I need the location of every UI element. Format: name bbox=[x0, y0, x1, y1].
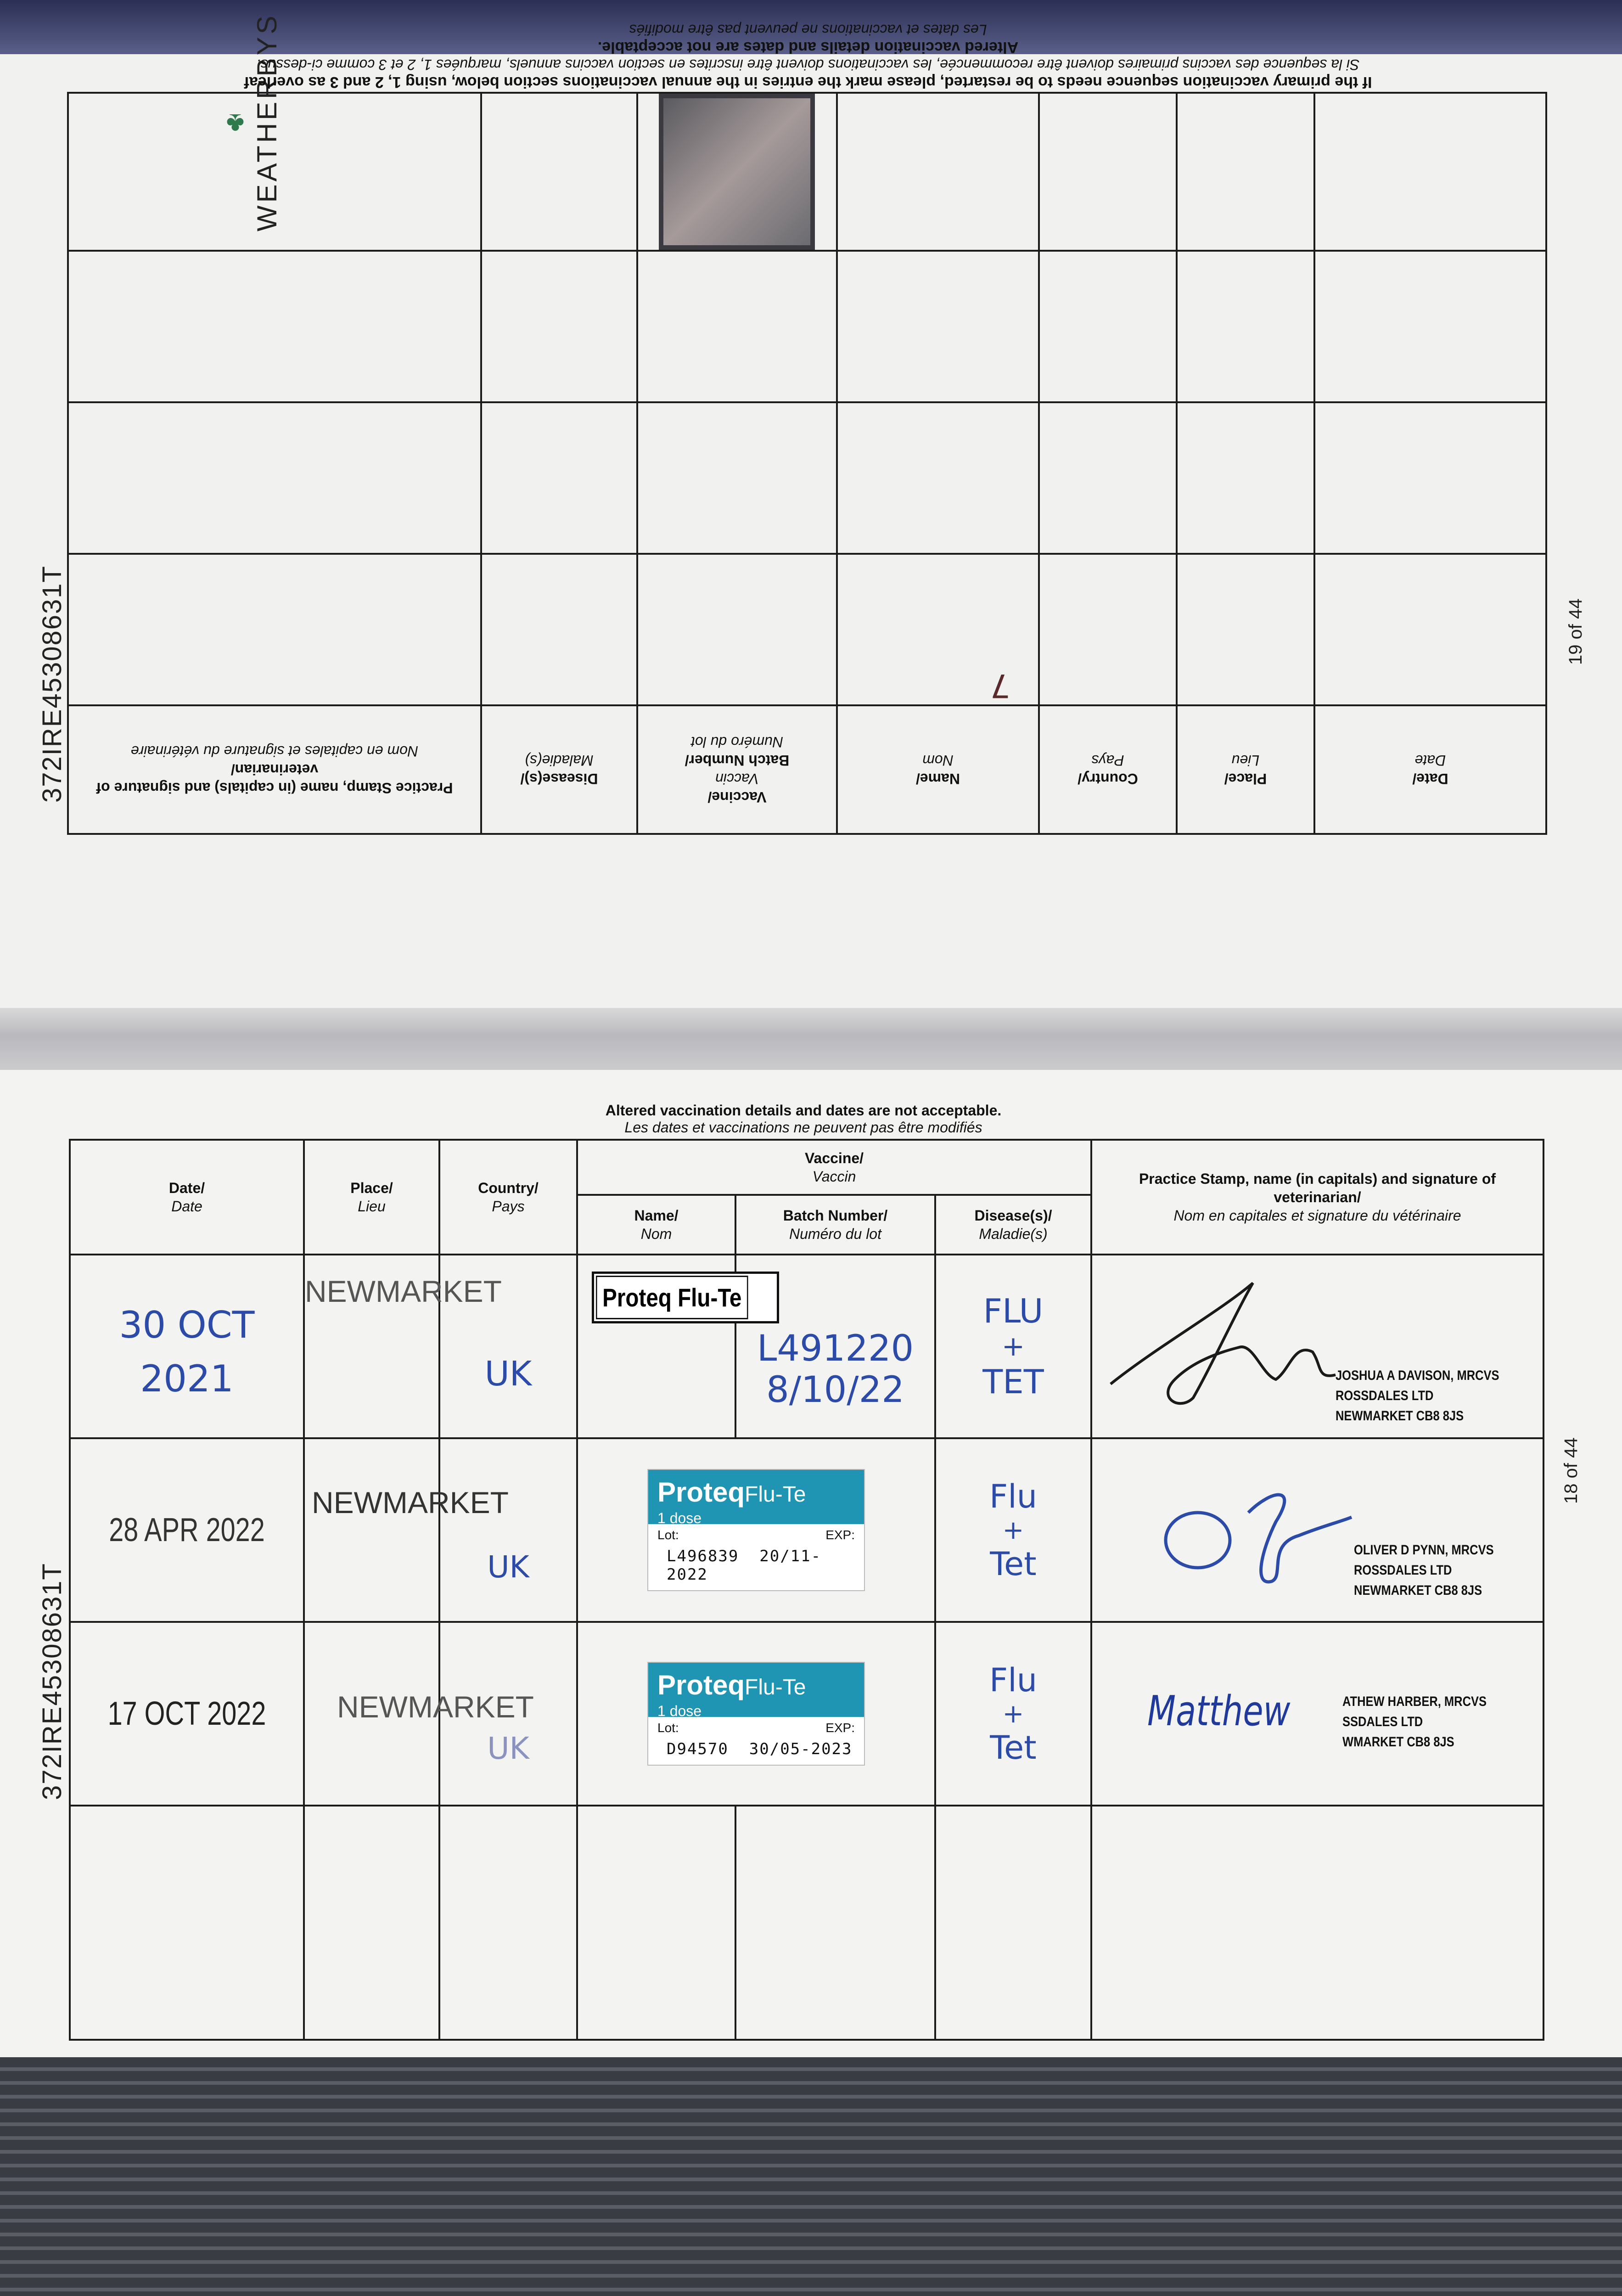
upper-handwritten-mark: 7 bbox=[837, 554, 1039, 705]
vaccination-table bbox=[69, 1139, 1544, 2041]
header-date: Date/ Date bbox=[70, 1140, 304, 1255]
upper-header-date: Date/ Date bbox=[1314, 705, 1546, 834]
page-number-upper: 19 of 44 bbox=[1566, 598, 1586, 665]
scanner-bottom-edge bbox=[0, 2057, 1622, 2296]
header-place: Place/ Lieu bbox=[304, 1140, 439, 1255]
row2-practice: OLIVER D PYNN, MRCVS ROSSDALES LTD NEWMARKET CB8 8JS bbox=[1091, 1438, 1543, 1622]
upper-notice: If the primary vaccination sequence needs to be restarted, please mark the entries in the annual vaccinations section below, using 1, 2 and 3 as overleaf Si la sequence des vaccins primaires doivent être recommencée, les vaccinations doivent être inscrites en section vaccins annuels, marquées 1, 2 et 3 comme ci-dessus. Altered vaccination details and dates are not acceptable. Les dates et vaccinations ne peuvent pas être modifiés bbox=[244, 22, 1372, 91]
row3-signature: Matthew bbox=[1147, 1687, 1291, 1735]
passport-page-19 bbox=[0, 13, 1622, 1019]
row3-date: 17 OCT 2022 bbox=[70, 1622, 304, 1806]
table-row bbox=[70, 1622, 1543, 1806]
row2-disease: Flu + Tet bbox=[935, 1438, 1091, 1622]
weatherbys-crest-icon: ♣ bbox=[220, 105, 251, 139]
row3-vaccine-label: ProteqFlu-Te 1 dose Lot: EXP: D94570 30/05-2023 bbox=[577, 1622, 935, 1806]
upside-down-content bbox=[69, 13, 1547, 835]
header-country: Country/ Pays bbox=[439, 1140, 577, 1255]
row3-country: UK bbox=[439, 1622, 577, 1806]
table-row bbox=[70, 1255, 1543, 1438]
row2-signature bbox=[1147, 1471, 1354, 1600]
row1-signature bbox=[1101, 1274, 1340, 1412]
table-row bbox=[70, 1438, 1543, 1622]
row3-disease: Flu + Tet bbox=[935, 1622, 1091, 1806]
weatherbys-logo: ♣ WEATHERBYS bbox=[68, 93, 481, 251]
row1-batch: L491220 8/10/22 bbox=[735, 1255, 935, 1438]
spine-fold bbox=[0, 1008, 1622, 1077]
row1-place: NEWMARKET bbox=[304, 1255, 439, 1438]
hologram-sticker bbox=[637, 93, 837, 251]
row1-vaccine-name: Proteq Flu-Te bbox=[577, 1255, 735, 1438]
lower-notice: Altered vaccination details and dates are not acceptable. Les dates et vaccinations ne peuvent pas être modifiés bbox=[605, 1102, 1002, 1136]
upper-header-practice: Practice Stamp, name (in capitals) and signature of veterinarian/ Nom en capitales et signature du vétérinaire bbox=[68, 705, 481, 834]
row1-disease: FLU + TET bbox=[935, 1255, 1091, 1438]
header-vaccine: Vaccine/ Vaccin bbox=[577, 1140, 1091, 1195]
row1-country: UK bbox=[439, 1255, 577, 1438]
row3-practice: Matthew ATHEW HARBER, MRCVS SSDALES LTD WMARKET CB8 8JS bbox=[1091, 1622, 1543, 1806]
passport-page-18 bbox=[0, 1070, 1622, 2057]
row1-date: 30 OCT 2021 bbox=[70, 1255, 304, 1438]
header-name: Name/ Nom bbox=[577, 1195, 735, 1255]
header-batch: Batch Number/ Numéro du lot bbox=[735, 1195, 935, 1255]
header-practice: Practice Stamp, name (in capitals) and signature of veterinarian/ Nom en capitales et signature du vétérinaire bbox=[1091, 1140, 1543, 1255]
page-number-lower: 18 of 44 bbox=[1561, 1437, 1581, 1504]
upper-header-country: Country/ Pays bbox=[1039, 705, 1177, 834]
row1-practice: JOSHUA A DAVISON, MRCVS ROSSDALES LTD NEWMARKET CB8 8JS bbox=[1091, 1255, 1543, 1438]
upper-header-place: Place/ Lieu bbox=[1177, 705, 1314, 834]
passport-id-lower: 372IRE45308631T bbox=[37, 1563, 67, 1800]
row2-vaccine-label: ProteqFlu-Te 1 dose Lot: EXP: L496839 20/11-2022 bbox=[577, 1438, 935, 1622]
row2-place: NEWMARKET bbox=[304, 1438, 439, 1622]
row2-country: UK bbox=[439, 1438, 577, 1622]
upper-header-batch: Vaccine/ Vaccin Batch Number/ Numéro du lot bbox=[637, 705, 837, 834]
upper-header-name: Name/ Nom bbox=[837, 705, 1039, 834]
row2-date: 28 APR 2022 bbox=[70, 1438, 304, 1622]
header-disease: Disease(s)/ Maladie(s) bbox=[935, 1195, 1091, 1255]
passport-id-upper: 372IRE45308631T bbox=[37, 565, 67, 803]
row3-place: NEWMARKET bbox=[304, 1622, 439, 1806]
upper-header-disease: Disease(s)/ Maladie(s) bbox=[481, 705, 637, 834]
table-row-empty bbox=[70, 1806, 1543, 2040]
